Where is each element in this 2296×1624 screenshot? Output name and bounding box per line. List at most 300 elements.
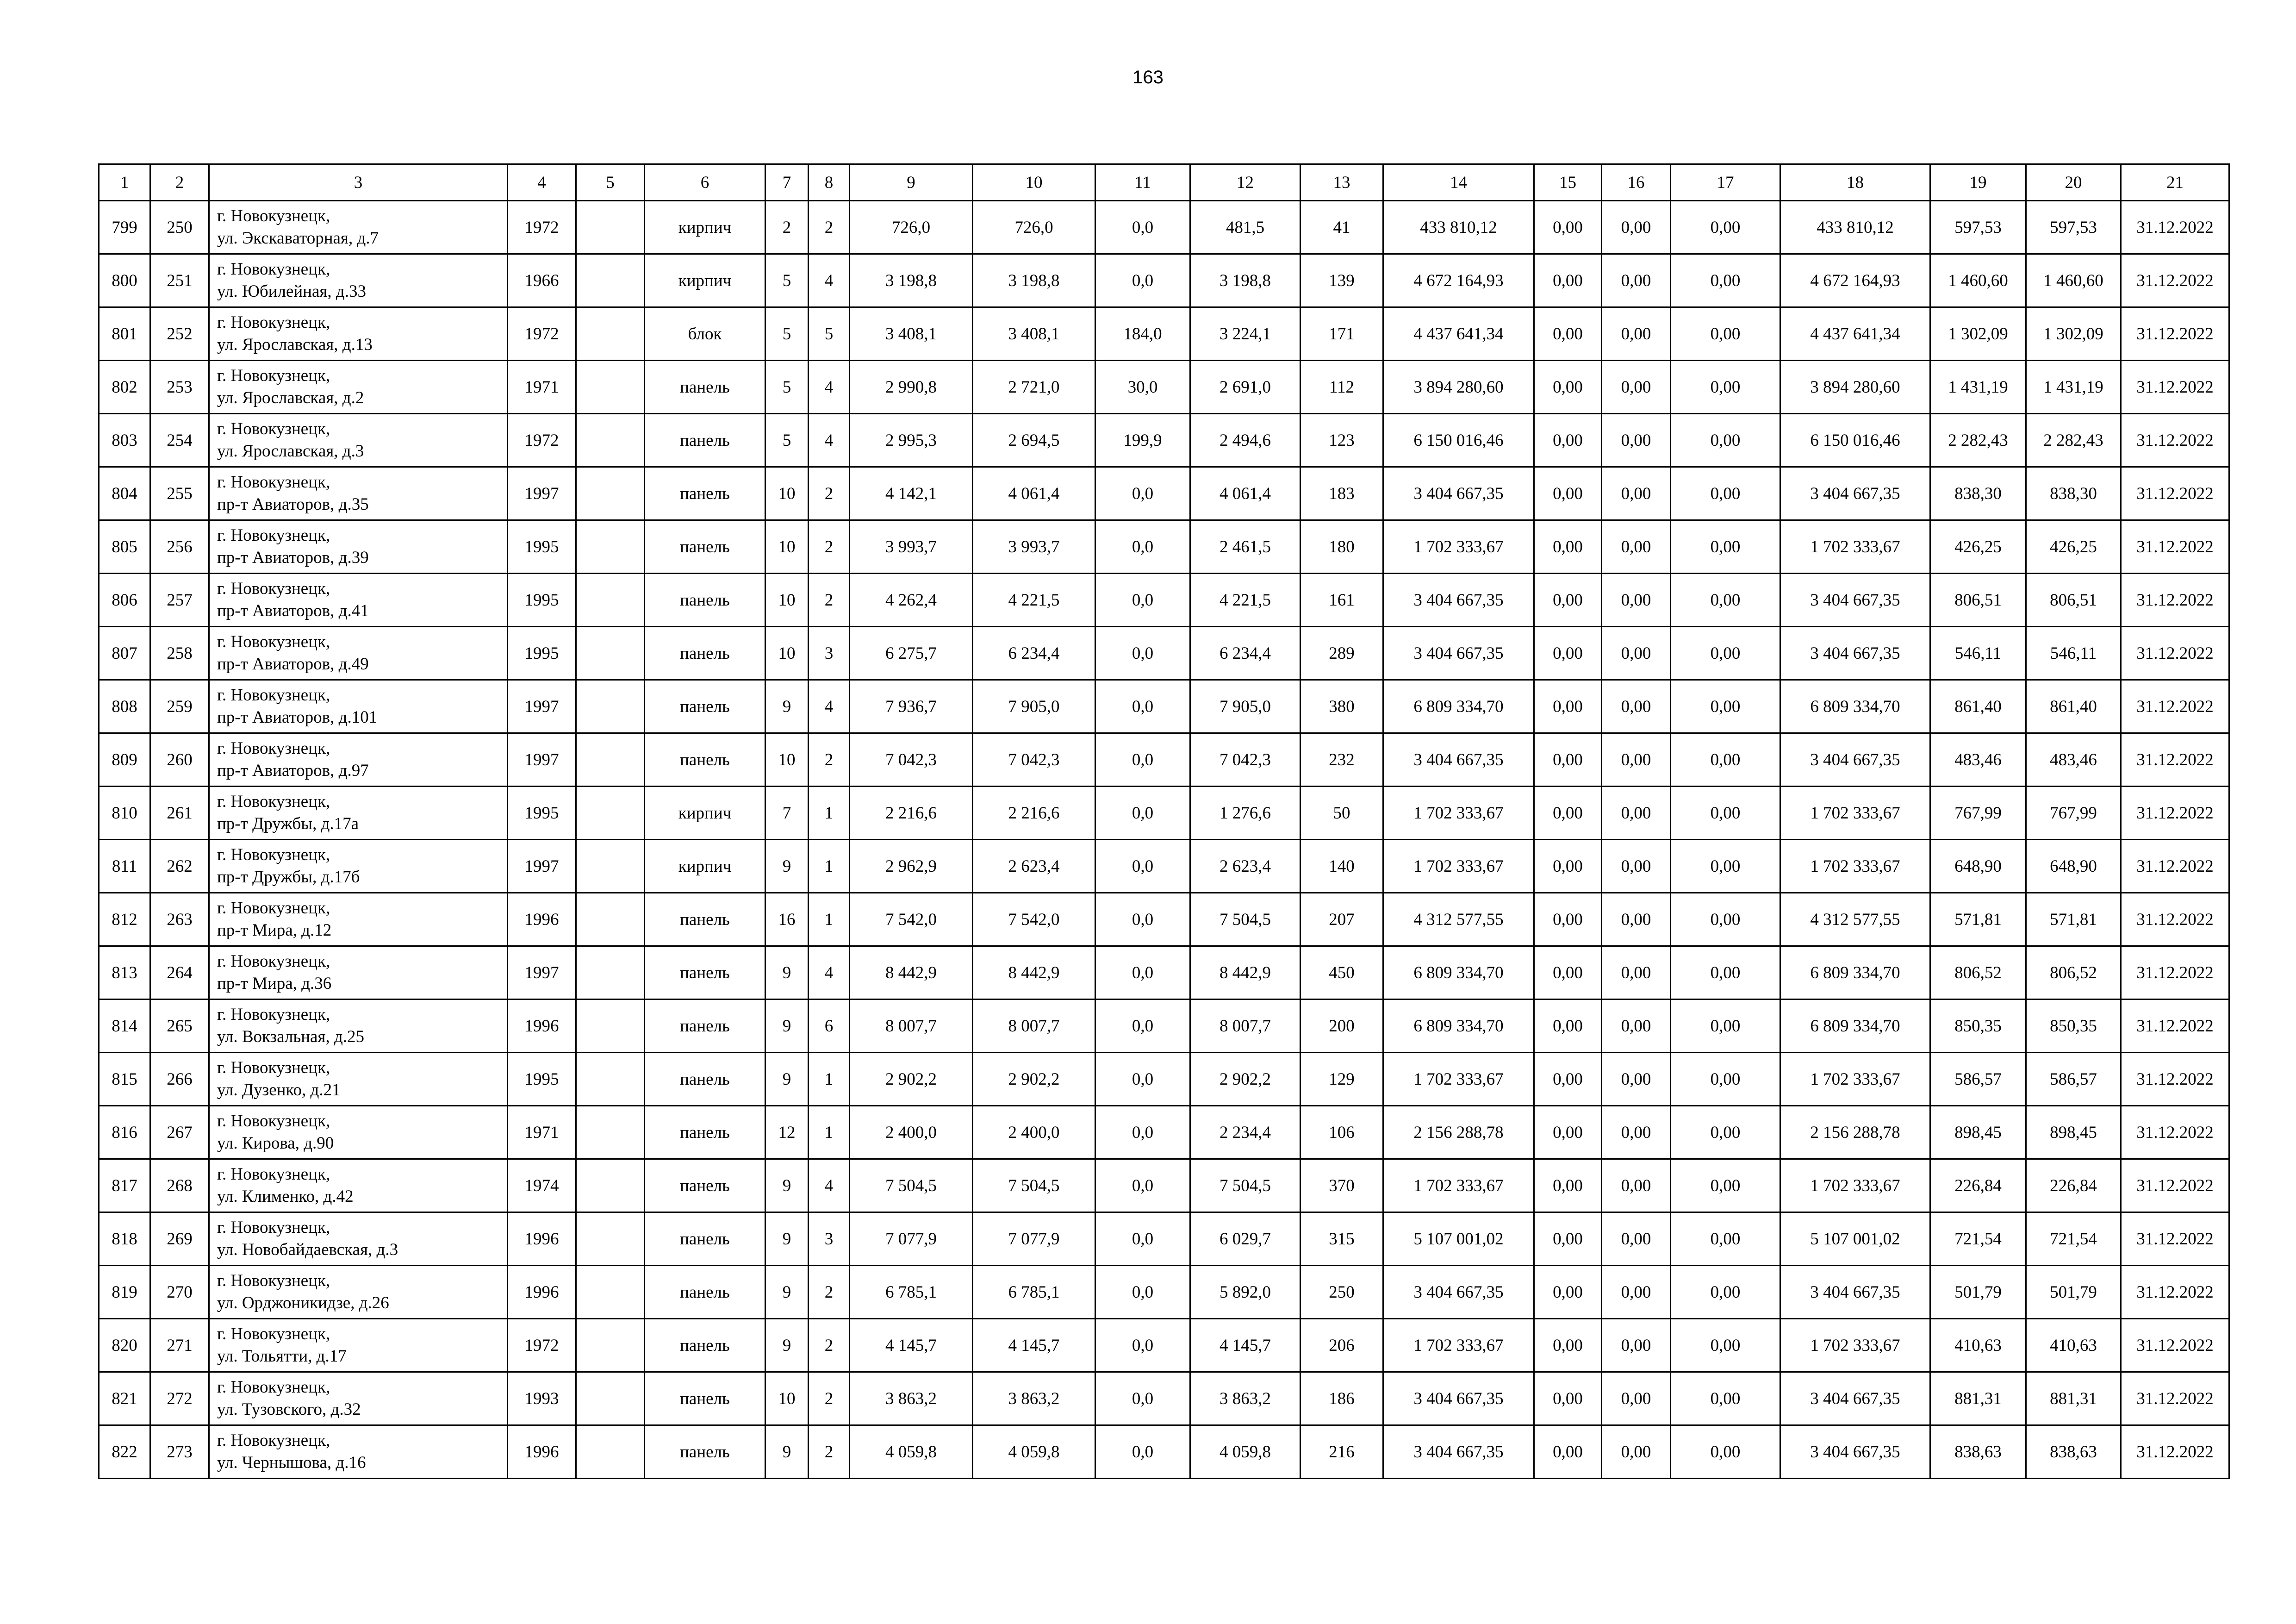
table-cell-col-15: 0,00 [1534,680,1602,733]
table-row [99,1372,2229,1425]
table-cell-col-15: 0,00 [1534,999,1602,1053]
table-cell-col-8: 2 [809,574,850,627]
table-cell-col-10: 2 623,4 [973,840,1095,893]
table-cell-col-6: панель [645,1106,765,1159]
table-cell-col-9: 3 863,2 [850,1372,973,1425]
table-row [99,840,2229,893]
table-cell-col-7: 10 [765,574,809,627]
table-cell-col-18: 3 404 667,35 [1780,1425,1930,1479]
table-cell-col-21: 31.12.2022 [2121,1372,2229,1425]
table-cell-col-6: панель [645,627,765,680]
table-cell-col-13: 123 [1300,414,1383,467]
column-number-cell: 7 [765,164,809,201]
table-cell-col-19: 767,99 [1930,787,2026,840]
table-cell-col-11: 0,0 [1095,201,1190,254]
table-cell-col-20: 648,90 [2026,840,2121,893]
table-cell-col-19: 1 302,09 [1930,307,2026,361]
table-cell-col-16: 0,00 [1602,467,1671,520]
table-cell-col-15: 0,00 [1534,254,1602,307]
table-cell-col-6: панель [645,893,765,946]
table-cell-col-7: 9 [765,1159,809,1212]
table-row [99,733,2229,787]
column-number-cell: 12 [1190,164,1300,201]
table-cell-col-7: 9 [765,840,809,893]
address-city: г. Новокузнецк, [217,260,330,279]
table-cell-col-7: 5 [765,414,809,467]
table-cell-col-8: 4 [809,361,850,414]
table-cell-col-12: 3 863,2 [1190,1372,1300,1425]
table-cell-col-12: 2 461,5 [1190,520,1300,574]
table-cell-col-5 [576,1212,645,1266]
table-cell-col-21: 31.12.2022 [2121,1266,2229,1319]
table-row [99,307,2229,361]
table-cell-col-2: 266 [150,1053,209,1106]
table-cell-col-9: 6 785,1 [850,1266,973,1319]
address-street: ул. Ярославская, д.2 [217,388,364,407]
table-cell-col-20: 546,11 [2026,627,2121,680]
table-cell-col-21: 31.12.2022 [2121,787,2229,840]
table-cell-col-13: 206 [1300,1319,1383,1372]
table-cell-col-11: 0,0 [1095,1319,1190,1372]
table-cell-col-16: 0,00 [1602,680,1671,733]
table-cell-col-14: 1 702 333,67 [1383,1159,1534,1212]
table-cell-col-17: 0,00 [1671,414,1780,467]
table-cell-col-20: 2 282,43 [2026,414,2121,467]
table-cell-col-13: 289 [1300,627,1383,680]
table-row [99,680,2229,733]
table-cell-col-19: 597,53 [1930,201,2026,254]
table-cell-col-6: кирпич [645,201,765,254]
table-cell-col-16: 0,00 [1602,361,1671,414]
table-cell-col-10: 3 863,2 [973,1372,1095,1425]
table-cell-col-10: 7 077,9 [973,1212,1095,1266]
table-cell-col-10: 6 234,4 [973,627,1095,680]
table-cell-col-17: 0,00 [1671,307,1780,361]
table-cell-col-21: 31.12.2022 [2121,1425,2229,1479]
column-number-cell: 6 [645,164,765,201]
table-cell-col-16: 0,00 [1602,414,1671,467]
table-cell-col-15: 0,00 [1534,1319,1602,1372]
table-cell-col-4: 1997 [508,733,576,787]
table-cell-col-18: 1 702 333,67 [1780,787,1930,840]
table-cell-col-16: 0,00 [1602,1106,1671,1159]
address-street: ул. Кирова, д.90 [217,1134,334,1153]
address-cell [209,520,508,574]
table-cell-col-8: 2 [809,1372,850,1425]
table-cell-col-20: 850,35 [2026,999,2121,1053]
table-cell-col-13: 200 [1300,999,1383,1053]
column-number-cell: 13 [1300,164,1383,201]
table-cell-col-20: 571,81 [2026,893,2121,946]
table-cell-col-17: 0,00 [1671,946,1780,999]
table-cell-col-9: 3 198,8 [850,254,973,307]
table-cell-col-15: 0,00 [1534,1425,1602,1479]
table-cell-col-4: 1997 [508,840,576,893]
table-cell-col-7: 9 [765,1319,809,1372]
table-cell-col-15: 0,00 [1534,201,1602,254]
table-cell-col-20: 806,51 [2026,574,2121,627]
table-cell-col-21: 31.12.2022 [2121,680,2229,733]
table-cell-col-11: 0,0 [1095,1425,1190,1479]
table-cell-col-5 [576,840,645,893]
table-cell-col-12: 6 029,7 [1190,1212,1300,1266]
table-cell-col-5 [576,999,645,1053]
column-number-cell: 16 [1602,164,1671,201]
address-city: г. Новокузнецк, [217,952,330,971]
column-number-cell: 1 [99,164,150,201]
table-cell-col-2: 263 [150,893,209,946]
table-cell-col-12: 1 276,6 [1190,787,1300,840]
table-cell-col-8: 2 [809,201,850,254]
table-cell-col-13: 380 [1300,680,1383,733]
table-cell-col-10: 2 721,0 [973,361,1095,414]
table-cell-col-1: 803 [99,414,150,467]
address-cell [209,840,508,893]
table-cell-col-7: 5 [765,361,809,414]
table-cell-col-11: 0,0 [1095,840,1190,893]
address-street: пр-т Мира, д.12 [217,921,332,940]
table-cell-col-19: 806,51 [1930,574,2026,627]
table-cell-col-6: панель [645,1372,765,1425]
table-cell-col-12: 2 902,2 [1190,1053,1300,1106]
table-cell-col-4: 1996 [508,1212,576,1266]
table-cell-col-21: 31.12.2022 [2121,574,2229,627]
table-cell-col-5 [576,787,645,840]
table-cell-col-11: 0,0 [1095,520,1190,574]
table-cell-col-5 [576,307,645,361]
table-cell-col-8: 2 [809,520,850,574]
table-cell-col-7: 10 [765,467,809,520]
table-cell-col-11: 0,0 [1095,627,1190,680]
table-cell-col-16: 0,00 [1602,1159,1671,1212]
table-cell-col-19: 2 282,43 [1930,414,2026,467]
table-cell-col-10: 2 400,0 [973,1106,1095,1159]
table-cell-col-19: 483,46 [1930,733,2026,787]
table-cell-col-10: 7 542,0 [973,893,1095,946]
table-cell-col-11: 0,0 [1095,1212,1190,1266]
table-cell-col-1: 808 [99,680,150,733]
table-cell-col-20: 838,30 [2026,467,2121,520]
table-cell-col-1: 819 [99,1266,150,1319]
table-cell-col-17: 0,00 [1671,361,1780,414]
table-cell-col-5 [576,1372,645,1425]
table-cell-col-12: 8 442,9 [1190,946,1300,999]
table-cell-col-12: 3 224,1 [1190,307,1300,361]
table-cell-col-16: 0,00 [1602,787,1671,840]
table-cell-col-2: 258 [150,627,209,680]
table-cell-col-5 [576,520,645,574]
table-cell-col-12: 2 494,6 [1190,414,1300,467]
table-cell-col-15: 0,00 [1534,520,1602,574]
table-cell-col-1: 816 [99,1106,150,1159]
table-cell-col-1: 800 [99,254,150,307]
table-cell-col-7: 9 [765,680,809,733]
table-cell-col-18: 3 894 280,60 [1780,361,1930,414]
table-cell-col-14: 4 312 577,55 [1383,893,1534,946]
table-cell-col-2: 256 [150,520,209,574]
address-cell [209,574,508,627]
table-cell-col-17: 0,00 [1671,627,1780,680]
table-cell-col-14: 6 809 334,70 [1383,946,1534,999]
table-cell-col-4: 1996 [508,893,576,946]
table-cell-col-9: 7 042,3 [850,733,973,787]
table-cell-col-11: 0,0 [1095,946,1190,999]
address-street: ул. Новобайдаевская, д.3 [217,1240,398,1259]
table-cell-col-5 [576,946,645,999]
table-cell-col-21: 31.12.2022 [2121,1319,2229,1372]
address-city: г. Новокузнецк, [217,899,330,918]
table-row [99,467,2229,520]
table-cell-col-7: 9 [765,946,809,999]
table-cell-col-2: 271 [150,1319,209,1372]
table-cell-col-1: 811 [99,840,150,893]
table-cell-col-2: 273 [150,1425,209,1479]
table-cell-col-16: 0,00 [1602,1212,1671,1266]
table-cell-col-4: 1995 [508,627,576,680]
table-cell-col-18: 6 150 016,46 [1780,414,1930,467]
table-cell-col-14: 3 404 667,35 [1383,467,1534,520]
address-city: г. Новокузнецк, [217,1324,330,1343]
table-cell-col-1: 822 [99,1425,150,1479]
table-cell-col-12: 7 504,5 [1190,893,1300,946]
address-cell [209,733,508,787]
address-street: ул. Тольятти, д.17 [217,1347,347,1366]
table-cell-col-7: 12 [765,1106,809,1159]
table-cell-col-7: 9 [765,1053,809,1106]
table-cell-col-11: 0,0 [1095,893,1190,946]
table-cell-col-21: 31.12.2022 [2121,414,2229,467]
table-cell-col-13: 250 [1300,1266,1383,1319]
table-cell-col-14: 3 404 667,35 [1383,574,1534,627]
table-cell-col-16: 0,00 [1602,840,1671,893]
table-cell-col-14: 6 809 334,70 [1383,999,1534,1053]
table-cell-col-18: 2 156 288,78 [1780,1106,1930,1159]
table-cell-col-18: 3 404 667,35 [1780,1266,1930,1319]
column-number-cell: 19 [1930,164,2026,201]
table-cell-col-6: панель [645,1425,765,1479]
table-cell-col-4: 1996 [508,1425,576,1479]
table-cell-col-19: 838,63 [1930,1425,2026,1479]
table-cell-col-12: 481,5 [1190,201,1300,254]
table-cell-col-14: 4 437 641,34 [1383,307,1534,361]
address-street: ул. Тузовского, д.32 [217,1400,361,1419]
table-cell-col-21: 31.12.2022 [2121,307,2229,361]
table-cell-col-19: 501,79 [1930,1266,2026,1319]
table-cell-col-5 [576,627,645,680]
table-cell-col-14: 1 702 333,67 [1383,840,1534,893]
table-cell-col-10: 7 504,5 [973,1159,1095,1212]
table-cell-col-4: 1972 [508,1319,576,1372]
table-cell-col-15: 0,00 [1534,787,1602,840]
table-cell-col-14: 3 404 667,35 [1383,1425,1534,1479]
table-cell-col-8: 4 [809,414,850,467]
table-cell-col-10: 4 059,8 [973,1425,1095,1479]
address-cell [209,361,508,414]
table-cell-col-9: 7 936,7 [850,680,973,733]
table-cell-col-17: 0,00 [1671,1212,1780,1266]
table-cell-col-8: 5 [809,307,850,361]
table-cell-col-1: 814 [99,999,150,1053]
table-cell-col-10: 2 694,5 [973,414,1095,467]
table-cell-col-20: 806,52 [2026,946,2121,999]
table-cell-col-13: 216 [1300,1425,1383,1479]
table-cell-col-20: 861,40 [2026,680,2121,733]
table-cell-col-9: 2 216,6 [850,787,973,840]
address-street: пр-т Авиаторов, д.35 [217,495,369,514]
table-cell-col-6: панель [645,946,765,999]
table-cell-col-5 [576,201,645,254]
table-row [99,627,2229,680]
address-city: г. Новокузнецк, [217,1165,330,1184]
table-cell-col-18: 1 702 333,67 [1780,520,1930,574]
table-cell-col-14: 433 810,12 [1383,201,1534,254]
table-cell-col-11: 0,0 [1095,680,1190,733]
table-cell-col-4: 1996 [508,1266,576,1319]
table-row [99,946,2229,999]
address-street: ул. Чернышова, д.16 [217,1453,366,1472]
address-street: ул. Юбилейная, д.33 [217,282,366,301]
table-cell-col-1: 817 [99,1159,150,1212]
table-cell-col-18: 1 702 333,67 [1780,1053,1930,1106]
table-cell-col-8: 2 [809,467,850,520]
table-row [99,1159,2229,1212]
table-cell-col-15: 0,00 [1534,840,1602,893]
table-cell-col-5 [576,361,645,414]
address-street: ул. Вокзальная, д.25 [217,1027,365,1046]
table-cell-col-2: 267 [150,1106,209,1159]
table-cell-col-18: 6 809 334,70 [1780,946,1930,999]
address-cell [209,1372,508,1425]
table-cell-col-9: 2 990,8 [850,361,973,414]
table-cell-col-19: 226,84 [1930,1159,2026,1212]
address-street: пр-т Дружбы, д.17а [217,814,359,833]
table-cell-col-4: 1997 [508,467,576,520]
table-cell-col-21: 31.12.2022 [2121,361,2229,414]
table-cell-col-7: 10 [765,627,809,680]
table-cell-col-15: 0,00 [1534,361,1602,414]
table-cell-col-8: 4 [809,1159,850,1212]
table-cell-col-16: 0,00 [1602,307,1671,361]
table-cell-col-12: 4 061,4 [1190,467,1300,520]
table-cell-col-12: 2 623,4 [1190,840,1300,893]
table-cell-col-15: 0,00 [1534,307,1602,361]
table-cell-col-11: 0,0 [1095,254,1190,307]
register-table [98,163,2230,1479]
address-street: пр-т Авиаторов, д.101 [217,708,378,727]
table-cell-col-12: 7 905,0 [1190,680,1300,733]
table-cell-col-21: 31.12.2022 [2121,467,2229,520]
table-cell-col-5 [576,467,645,520]
address-cell [209,627,508,680]
table-cell-col-13: 315 [1300,1212,1383,1266]
table-cell-col-5 [576,1159,645,1212]
table-cell-col-11: 0,0 [1095,733,1190,787]
address-city: г. Новокузнецк, [217,1005,330,1024]
address-city: г. Новокузнецк, [217,579,330,598]
table-cell-col-9: 8 442,9 [850,946,973,999]
table-cell-col-21: 31.12.2022 [2121,1053,2229,1106]
table-cell-col-13: 129 [1300,1053,1383,1106]
table-cell-col-16: 0,00 [1602,733,1671,787]
table-cell-col-11: 0,0 [1095,999,1190,1053]
table-cell-col-16: 0,00 [1602,627,1671,680]
table-cell-col-8: 2 [809,1425,850,1479]
table-row [99,999,2229,1053]
table-cell-col-14: 6 809 334,70 [1383,680,1534,733]
address-city: г. Новокузнецк, [217,526,330,545]
table-cell-col-5 [576,1266,645,1319]
address-street: пр-т Авиаторов, д.49 [217,655,369,674]
table-cell-col-2: 255 [150,467,209,520]
table-cell-col-17: 0,00 [1671,1053,1780,1106]
column-number-cell: 5 [576,164,645,201]
address-city: г. Новокузнецк, [217,1112,330,1131]
table-cell-col-4: 1997 [508,946,576,999]
table-cell-col-7: 10 [765,733,809,787]
page-number: 163 [1132,67,1164,87]
table-row [99,1266,2229,1319]
table-cell-col-21: 31.12.2022 [2121,1212,2229,1266]
table-cell-col-6: блок [645,307,765,361]
table-cell-col-1: 821 [99,1372,150,1425]
table-cell-col-2: 264 [150,946,209,999]
table-cell-col-7: 5 [765,307,809,361]
table-cell-col-6: панель [645,1159,765,1212]
table-row [99,201,2229,254]
address-street: ул. Ярославская, д.13 [217,335,373,354]
table-cell-col-6: панель [645,1212,765,1266]
table-cell-col-10: 3 408,1 [973,307,1095,361]
table-cell-col-16: 0,00 [1602,1372,1671,1425]
column-number-cell: 14 [1383,164,1534,201]
table-cell-col-12: 6 234,4 [1190,627,1300,680]
table-cell-col-17: 0,00 [1671,999,1780,1053]
address-cell [209,787,508,840]
table-cell-col-1: 806 [99,574,150,627]
address-city: г. Новокузнецк, [217,632,330,651]
table-cell-col-6: панель [645,520,765,574]
table-cell-col-20: 767,99 [2026,787,2121,840]
table-cell-col-4: 1972 [508,414,576,467]
table-cell-col-18: 3 404 667,35 [1780,574,1930,627]
table-cell-col-19: 1 460,60 [1930,254,2026,307]
table-cell-col-12: 4 145,7 [1190,1319,1300,1372]
table-cell-col-12: 5 892,0 [1190,1266,1300,1319]
table-cell-col-20: 1 431,19 [2026,361,2121,414]
table-cell-col-2: 272 [150,1372,209,1425]
table-cell-col-2: 261 [150,787,209,840]
table-row [99,1053,2229,1106]
table-cell-col-11: 0,0 [1095,467,1190,520]
address-city: г. Новокузнецк, [217,313,330,332]
address-street: ул. Экскаваторная, д.7 [217,229,379,248]
table-cell-col-16: 0,00 [1602,1053,1671,1106]
address-cell [209,254,508,307]
table-cell-col-19: 426,25 [1930,520,2026,574]
table-cell-col-16: 0,00 [1602,254,1671,307]
address-city: г. Новокузнецк, [217,1058,330,1077]
table-cell-col-6: кирпич [645,254,765,307]
table-cell-col-11: 199,9 [1095,414,1190,467]
address-street: ул. Дузенко, д.21 [217,1081,341,1099]
address-street: пр-т Авиаторов, д.97 [217,761,369,780]
table-cell-col-1: 818 [99,1212,150,1266]
table-cell-col-1: 813 [99,946,150,999]
table-cell-col-20: 1 302,09 [2026,307,2121,361]
table-cell-col-2: 269 [150,1212,209,1266]
table-cell-col-10: 6 785,1 [973,1266,1095,1319]
table-cell-col-11: 0,0 [1095,1266,1190,1319]
